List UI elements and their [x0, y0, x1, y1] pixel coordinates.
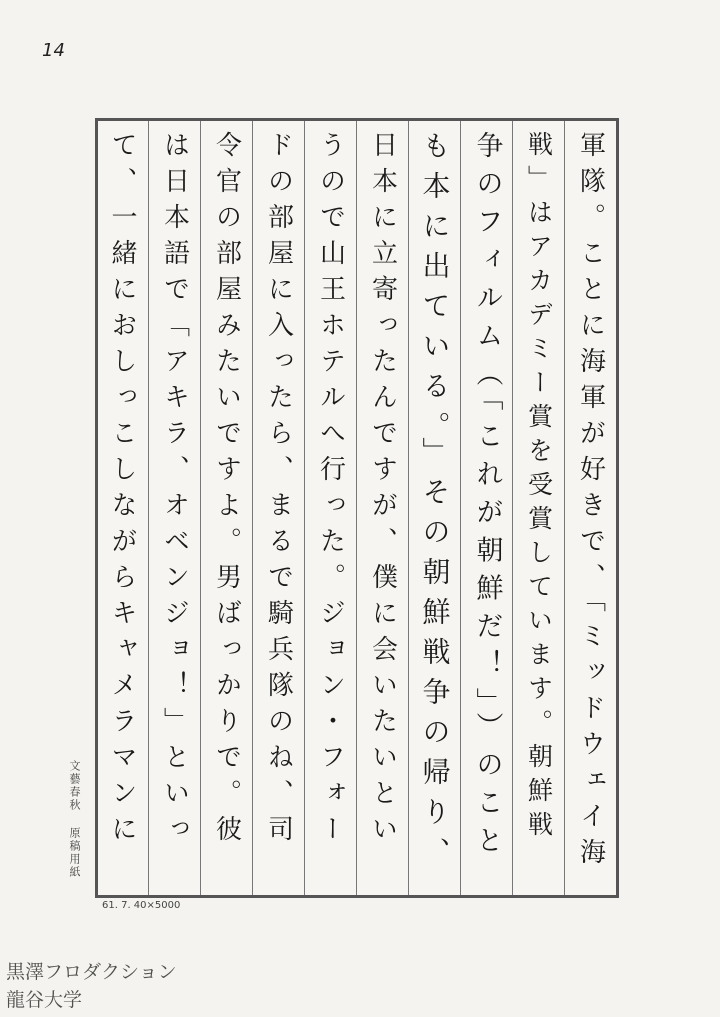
manuscript-column	[512, 121, 564, 895]
column-text: て、一緒におしっこしながらキャメラマンに	[107, 131, 137, 851]
paper-brand-label: 文藝春秋 原稿用紙	[68, 760, 81, 879]
column-text: 日本に立寄ったんですが、僕に会いたいとい	[367, 131, 398, 851]
manuscript-column	[356, 121, 408, 895]
column-text: は日本語で「アキラ、オベンジョ！」といっ	[159, 131, 190, 851]
watermark	[6, 958, 177, 1014]
manuscript-grid	[95, 118, 619, 898]
column-text: 令官の部屋みたいですよ。男ばっかりで。彼	[211, 131, 242, 851]
watermark-line-2: 龍谷大学	[6, 989, 83, 1011]
watermark-line-1: 黒澤フロダクション	[6, 961, 177, 983]
manuscript-column	[564, 121, 616, 895]
manuscript-column	[148, 121, 200, 895]
manuscript-column	[304, 121, 356, 895]
column-text: も本に出ている。」その朝鮮戦争の帰り、	[418, 131, 452, 877]
manuscript-column	[200, 121, 252, 895]
column-text: ドの部屋に入ったら、まるで騎兵隊のね、司	[263, 131, 294, 851]
manuscript-column	[408, 121, 460, 895]
manuscript-column	[252, 121, 304, 895]
manuscript-column	[96, 121, 148, 895]
form-code: 61. 7. 40×5000	[102, 900, 181, 911]
page-number: 14	[42, 40, 65, 61]
column-text: 軍隊。ことに海軍が好きで、「ミッドウェイ海	[575, 131, 606, 874]
column-text: 争のフィルム（「これが朝鮮だ！」）のこと	[471, 131, 503, 864]
column-text: うので山王ホテルへ行った。ジョン・フォー	[315, 131, 346, 851]
manuscript-column	[460, 121, 512, 895]
column-text: 戦」はアカデミー賞を受賞しています。朝鮮戦	[524, 131, 554, 845]
